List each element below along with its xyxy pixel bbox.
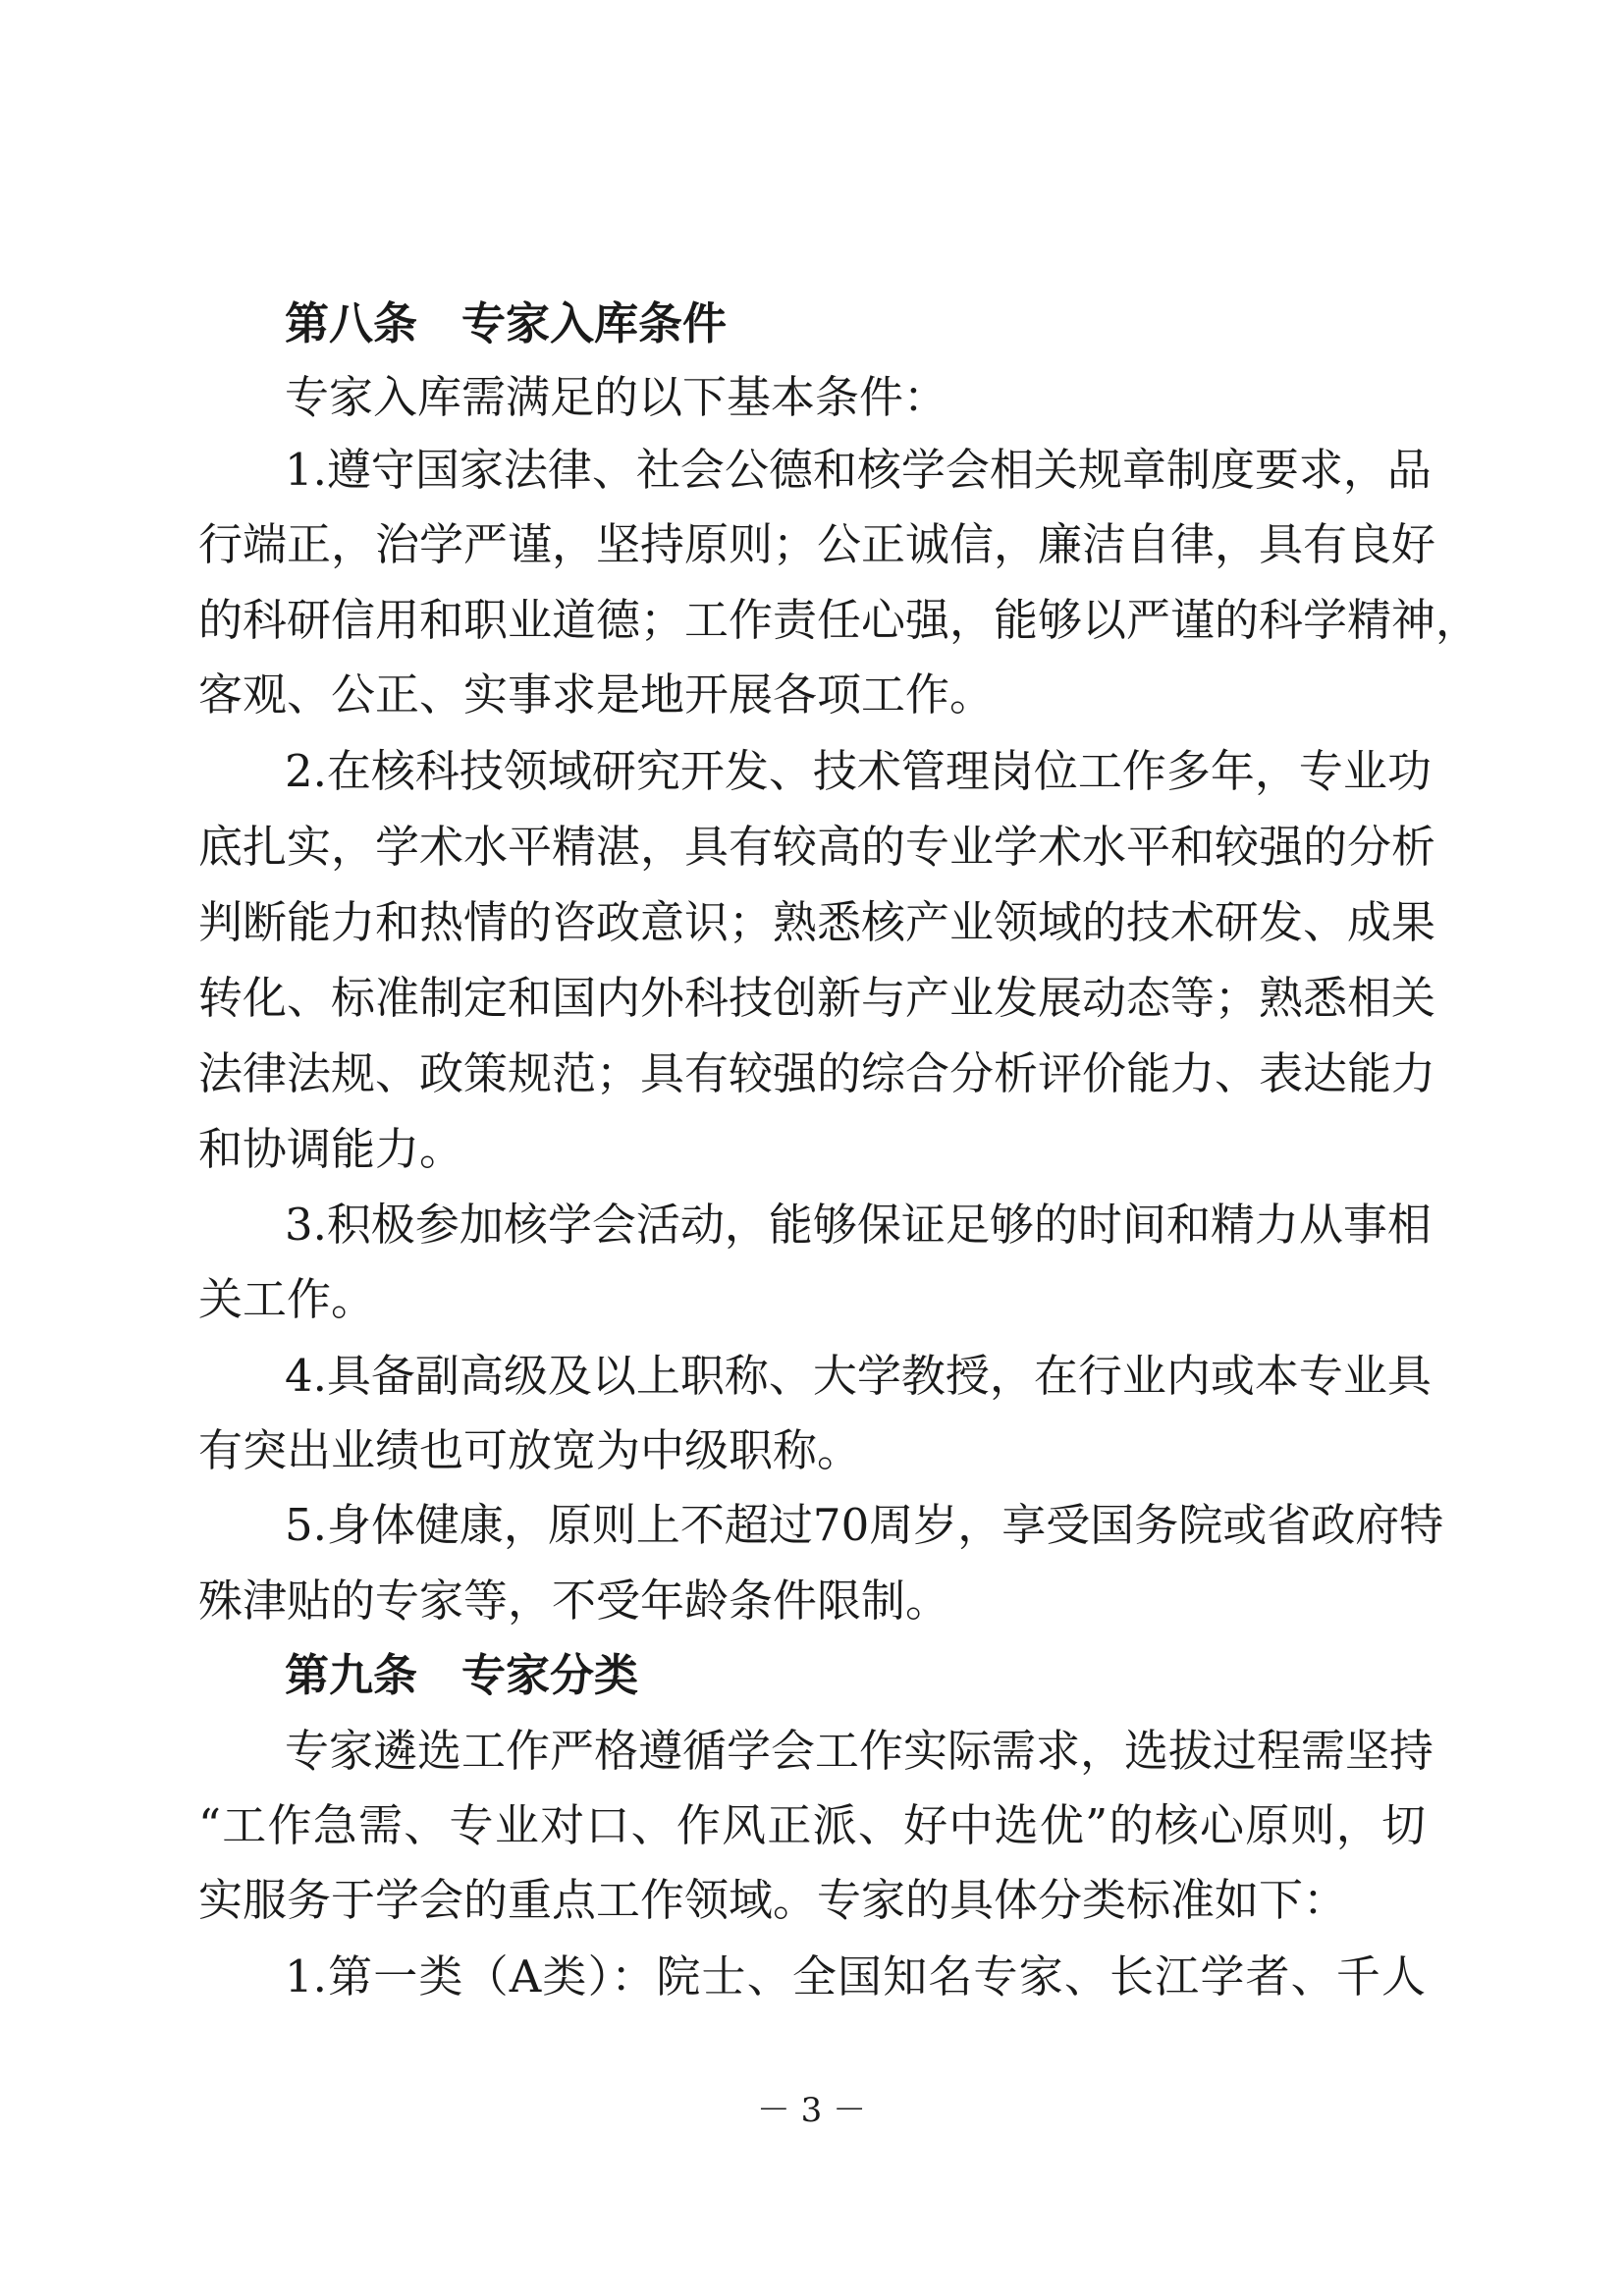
article-9-para-line-3: 实服务于学会的重点工作领域。专家的具体分类标准如下：: [198, 1874, 1348, 1926]
article-9-para-line-2: “工作急需、专业对口、作风正派、好中选优”的核心原则，切: [198, 1799, 1426, 1851]
article-8-item-2-line-3: 判断能力和热情的咨政意识；熟悉核产业领域的技术研发、成果: [198, 896, 1436, 948]
article-8-item-4-line-1: 4.具备副高级及以上职称、大学教授，在行业内或本专业具: [285, 1350, 1432, 1402]
article-8-item-3-line-1: 3.积极参加核学会活动，能够保证足够的时间和精力从事相: [285, 1199, 1432, 1251]
article-8-item-2-line-2: 底扎实，学术水平精湛，具有较高的专业学术水平和较强的分析: [198, 821, 1436, 873]
article-9-item-1-line-1: 1.第一类（A类）：院士、全国知名专家、长江学者、千人: [285, 1950, 1426, 2002]
article-8-item-1-line-2: 行端正，治学严谨，坚持原则；公正诚信，廉洁自律，具有良好: [198, 518, 1436, 570]
article-8-item-1-line-1: 1.遵守国家法律、社会公德和核学会相关规章制度要求，品: [285, 444, 1432, 496]
article-8-item-5-line-2: 殊津贴的专家等，不受年龄条件限制。: [198, 1575, 950, 1627]
article-9-para-line-1: 专家遴选工作严格遵循学会工作实际需求，选拔过程需坚持: [285, 1725, 1434, 1777]
article-8-heading: 第八条 专家入库条件: [285, 297, 728, 349]
article-8-item-2-line-5: 法律法规、政策规范；具有较强的综合分析评价能力、表达能力: [198, 1047, 1436, 1099]
article-9-heading: 第九条 专家分类: [285, 1649, 639, 1701]
article-8-item-1-line-3: 的科研信用和职业道德；工作责任心强，能够以严谨的科学精神，: [198, 594, 1481, 646]
article-8-item-4-line-2: 有突出业绩也可放宽为中级职称。: [198, 1424, 862, 1476]
article-8-item-2-line-4: 转化、标准制定和国内外科技创新与产业发展动态等；熟悉相关: [198, 972, 1436, 1024]
article-8-intro: 专家入库需满足的以下基本条件：: [285, 371, 948, 423]
article-8-item-3-line-2: 关工作。: [198, 1273, 376, 1325]
page-number: － 3 －: [756, 2091, 867, 2130]
article-8-item-1-line-4: 客观、公正、实事求是地开展各项工作。: [198, 668, 995, 721]
article-8-item-5-line-1: 5.身体健康，原则上不超过70周岁，享受国务院或省政府特: [285, 1499, 1444, 1551]
article-8-item-2-line-6: 和协调能力。: [198, 1123, 464, 1175]
article-8-item-2-line-1: 2.在核科技领域研究开发、技术管理岗位工作多年，专业功: [285, 745, 1432, 797]
